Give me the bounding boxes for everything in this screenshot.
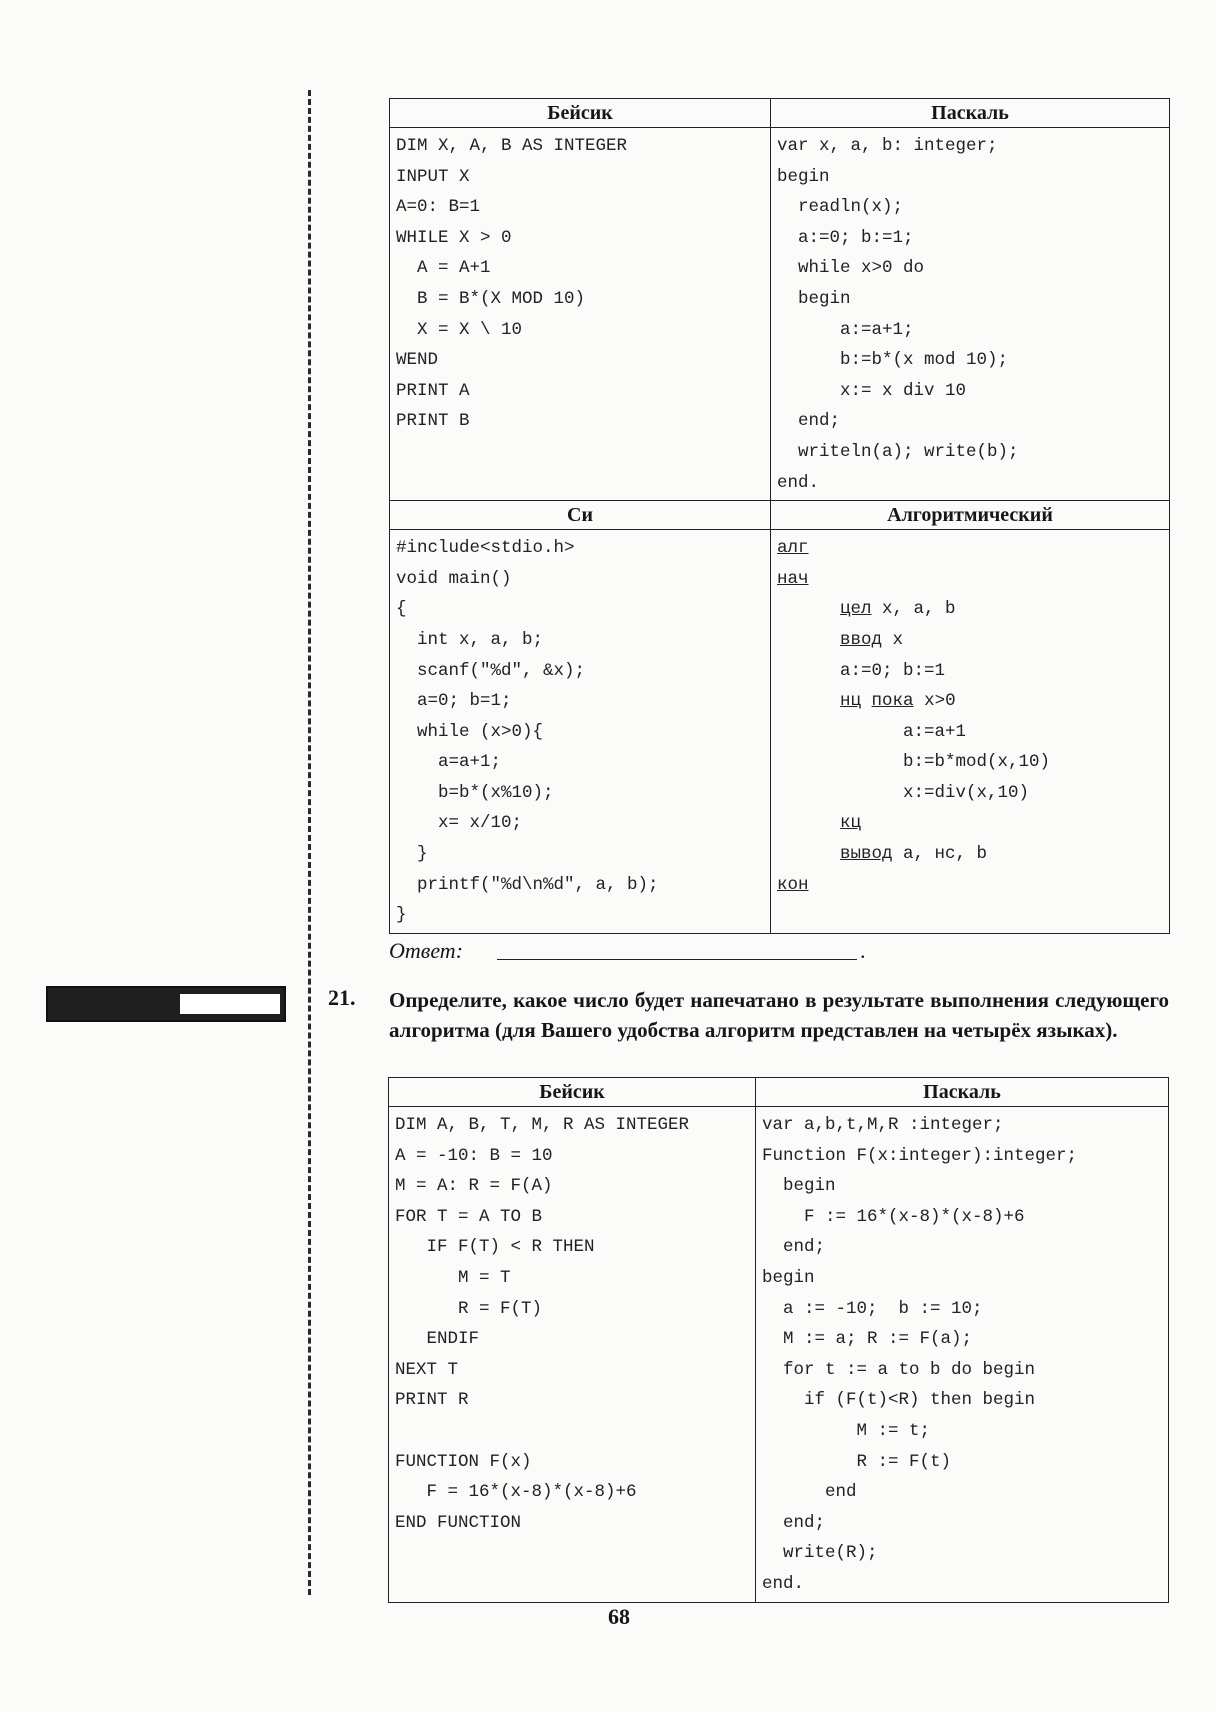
pascal-code: var x, a, b: integer; begin readln(x); a:=0; b:=1; while x>0 do begin a:=a+1; b:=b*(x mod 10); x:= x div 10 end; writeln(a); write(b); end.	[777, 136, 1019, 493]
header-algorithmic: Алгоритмический	[771, 501, 1170, 530]
algorithmic-code: алг нач цел x, a, b ввод x a:=0; b:=1 нц пока x>0 a:=a+1 b:=b*mod(x,10) x:=div(x,10) кц вывод a, нс, b кон	[777, 538, 1051, 895]
c-code: #include<stdio.h> void main() { int x, a, b; scanf("%d", &x); a=0; b=1; while (x>0){ a=a+1; b=b*(x%10); x= x/10; } printf("%d\n%d", a, b); }	[396, 538, 659, 926]
answer-box	[46, 986, 286, 1022]
code-table-1	[389, 98, 1170, 934]
question-text: Определите, какое число будет напечатано в результате выполнения следующего алгоритма (для Вашего удобства алгоритм представлен на четырёх языках).	[389, 988, 1169, 1042]
answer-blank	[497, 959, 857, 960]
pascal-code-2: var a,b,t,M,R :integer; Function F(x:integer):integer; begin F := 16*(x-8)*(x-8)+6 end; begin a := -10; b := 10; M := a; R := F(a); for t := a to b do begin if (F(t)<R) then begin M := t; R := F(t) end end; write(R); end.	[762, 1115, 1078, 1594]
header-c: Си	[390, 501, 771, 530]
answer-label: Ответ:	[389, 938, 464, 963]
header-basic: Бейсик	[390, 99, 771, 128]
header-basic-2: Бейсик	[389, 1078, 756, 1107]
basic-code: DIM X, A, B AS INTEGER INPUT X A=0: B=1 WHILE X > 0 A = A+1 B = B*(X MOD 10) X = X \ 10 WEND PRINT A PRINT B	[396, 136, 628, 432]
cut-line	[308, 90, 311, 1595]
header-pascal-2: Паскаль	[756, 1078, 1169, 1107]
basic-code-2: DIM A, B, T, M, R AS INTEGER A = -10: B = 10 M = A: R = F(A) FOR T = A TO B IF F(T) < R THEN M = T R = F(T) ENDIF NEXT T PRINT R FUNCTION F(x) F = 16*(x-8)*(x-8)+6 END FUNCTION	[395, 1115, 690, 1533]
question-number: 21.	[328, 985, 356, 1010]
answer-dot: .	[860, 938, 866, 963]
page-number: 68	[608, 1604, 630, 1629]
code-table-2	[388, 1077, 1169, 1603]
header-pascal: Паскаль	[771, 99, 1170, 128]
